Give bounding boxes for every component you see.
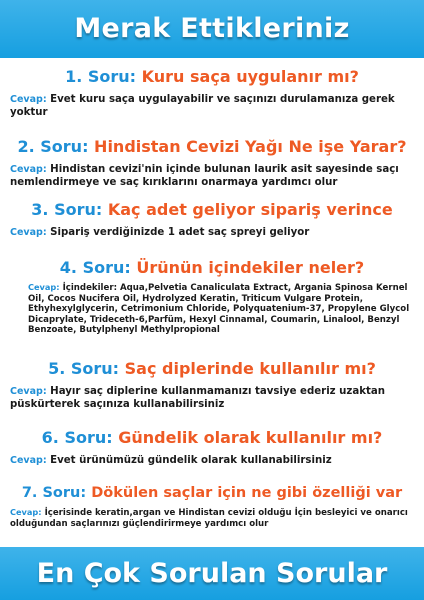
answer-label: Cevap: [10, 164, 47, 175]
answer-text: İçindekiler: Aqua,Pelvetia Canaliculata Extract, Argania Spinosa Kernel Oil, Cocos Nucifera Oil, Hydrolyzed Keratin, Triticum Vulgare Protein, Ethyhexylglycerin, Cetrimonium Chloride, Polyquatenium-37, Propylene Glycol Dicaprylate, Trideceth-6,Parfüm, Hexyl Cinnamal, Coumarin, Linalool, Benzyl Benzoate, Butylphenyl Methylpropional [28, 283, 410, 336]
answer-text: Evet ürünümüzü gündelik olarak kullanabilirsiniz [50, 455, 332, 466]
question-number: 2. Soru: [17, 137, 89, 156]
answer-text: İçerisinde keratin,argan ve Hindistan cevizi olduğu İçin besleyici ve onarıcı olduğundan saçlarınızı güçlendirirmeye yardımcı olur [10, 508, 408, 529]
question-2 [10, 136, 414, 158]
answer-5 [10, 386, 414, 411]
question-3 [10, 199, 414, 221]
answer-6 [10, 455, 414, 468]
footer-title: En Çok Sorulan Sorular [36, 558, 388, 589]
answer-7 [10, 507, 414, 529]
answer-label: Cevap: [10, 507, 42, 517]
question-text: Gündelik olarak kullanılır mı? [118, 428, 383, 447]
footer-banner [0, 547, 424, 600]
question-number: 1. Soru: [65, 67, 137, 86]
faq-item-2 [0, 136, 424, 189]
answer-label: Cevap: [28, 282, 60, 292]
question-text: Dökülen saçlar için ne gibi özelliği var [91, 485, 403, 501]
answer-3 [10, 227, 414, 240]
question-1 [10, 66, 414, 88]
faq-item-7 [0, 482, 424, 529]
faq-item-3 [0, 199, 424, 240]
question-number: 3. Soru: [31, 200, 103, 219]
question-number: 4. Soru: [59, 258, 131, 277]
answer-label: Cevap: [10, 94, 47, 105]
answer-text: Hindistan cevizi'nin içinde bulunan laurik asit sayesinde saçı nemlendirmeye ve saç kırıklarını onarmaya yardımcı olur [10, 164, 399, 188]
question-text: Kuru saça uygulanır mı? [141, 67, 359, 86]
question-number: 6. Soru: [41, 428, 113, 447]
answer-text: Hayır saç diplerine kullanmamanızı tavsiye ederiz uzaktan püskürterek saçınıza kullanabilirsiniz [10, 386, 385, 410]
faq-item-6 [0, 427, 424, 468]
faq-item-4 [0, 257, 424, 336]
header-banner [0, 0, 424, 58]
question-text: Hindistan Cevizi Yağı Ne işe Yarar? [94, 137, 407, 156]
question-number: 5. Soru: [48, 359, 120, 378]
question-5 [10, 358, 414, 380]
question-text: Kaç adet geliyor sipariş verince [107, 200, 393, 219]
answer-4 [10, 282, 414, 336]
question-text: Ürünün içindekiler neler? [136, 258, 365, 277]
answer-1 [10, 94, 414, 119]
question-text: Saç diplerinde kullanılır mı? [124, 359, 376, 378]
faq-item-1 [0, 66, 424, 119]
header-title: Merak Ettikleriniz [74, 13, 350, 44]
answer-label: Cevap: [10, 386, 47, 397]
question-7 [10, 482, 414, 504]
faq-item-5 [0, 358, 424, 411]
question-4 [10, 257, 414, 279]
answer-label: Cevap: [10, 227, 47, 238]
question-6 [10, 427, 414, 449]
answer-text: Sipariş verdiğinizde 1 adet saç spreyi geliyor [50, 227, 310, 238]
question-number: 7. Soru: [21, 485, 87, 501]
answer-2 [10, 164, 414, 189]
answer-text: Evet kuru saça uygulayabilir ve saçınızı durulamanıza gerek yoktur [10, 94, 395, 118]
answer-label: Cevap: [10, 455, 47, 466]
